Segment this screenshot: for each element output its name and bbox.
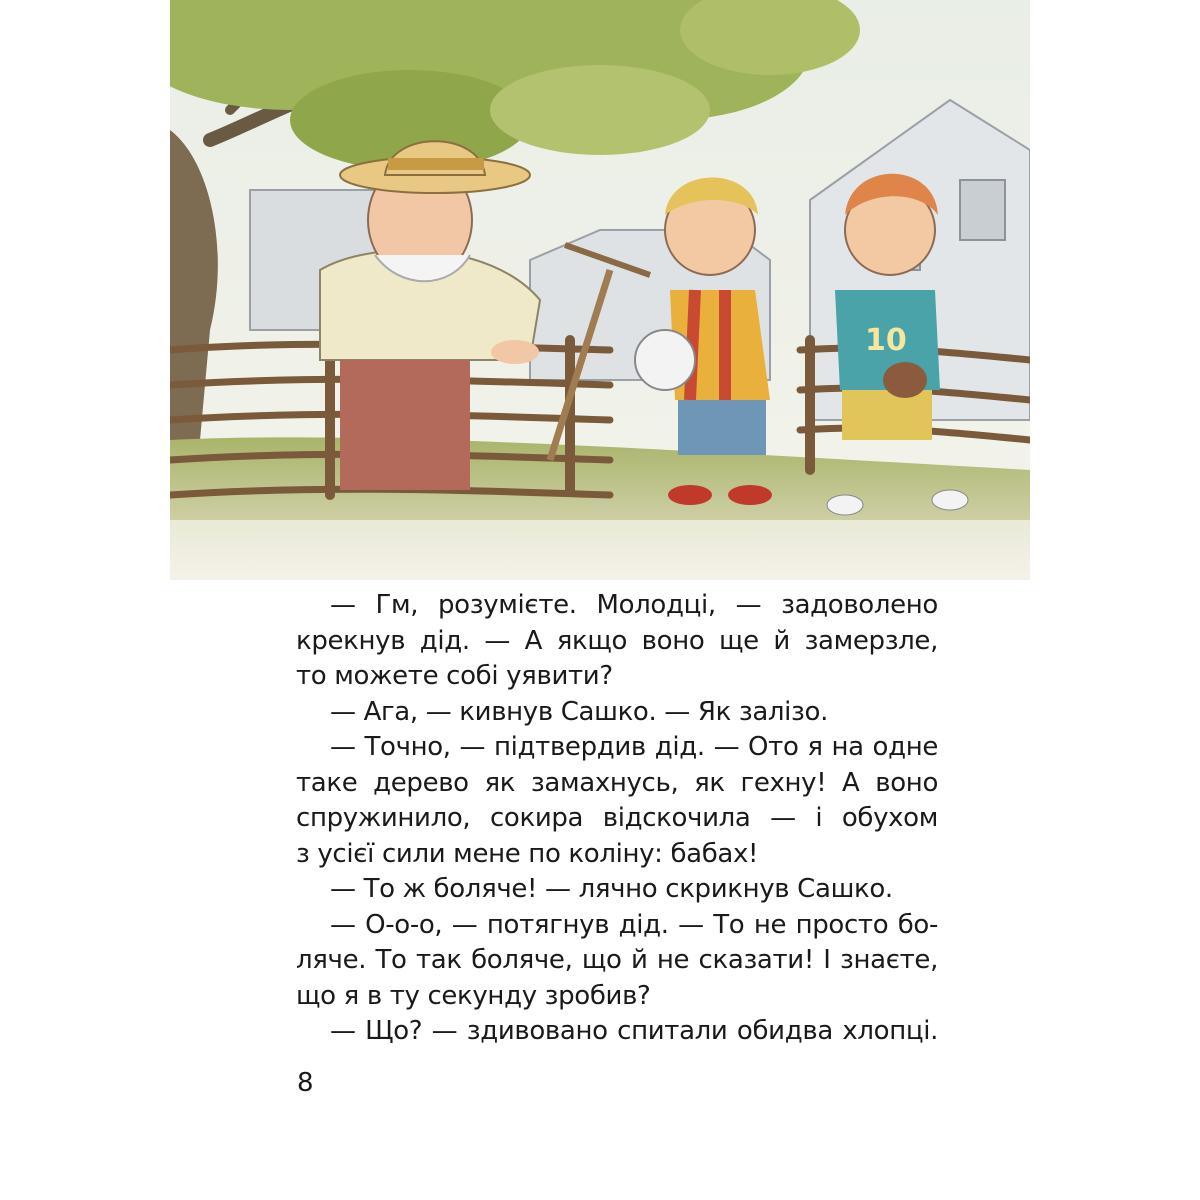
text-line: — То ж боляче! — лячно скрикнув Сашко. [330, 874, 893, 904]
page-number: 8 [297, 1068, 314, 1098]
story-text [296, 588, 938, 1050]
shirt-number: 10 [865, 323, 907, 358]
text-line: з усієї сили мене по коліну: бабах! [296, 838, 759, 869]
text-line: спружинило, сокира відскочила — і обухом [296, 803, 938, 833]
text-line: — Ага, — кивнув Сашко. — Як залізо. [330, 696, 829, 727]
text-line: — О-о-о, — потягнув дід. — То не просто бо- [330, 909, 938, 940]
text-line: то можете собі уявити? [296, 661, 613, 691]
text-line: — Точно, — підтвердив дід. — Ото я на одне [330, 732, 938, 762]
text-line: таке дерево як замахнусь, як гехну! А воно [296, 767, 938, 798]
village-scene-illustration [170, 0, 1030, 580]
text-line: — Гм, розумієте. Молодці, — задоволено [330, 590, 938, 620]
text-line: крекнув дід. — А якщо воно ще й замерзле, [296, 625, 938, 656]
text-line: що я в ту секунду зробив? [296, 980, 651, 1011]
text-line: ляче. То так боляче, що й не сказати! І знаєте, [296, 945, 938, 975]
story-illustration [170, 0, 1030, 580]
text-line: — Що? — здивовано спитали обидва хлопці. [330, 1016, 938, 1046]
